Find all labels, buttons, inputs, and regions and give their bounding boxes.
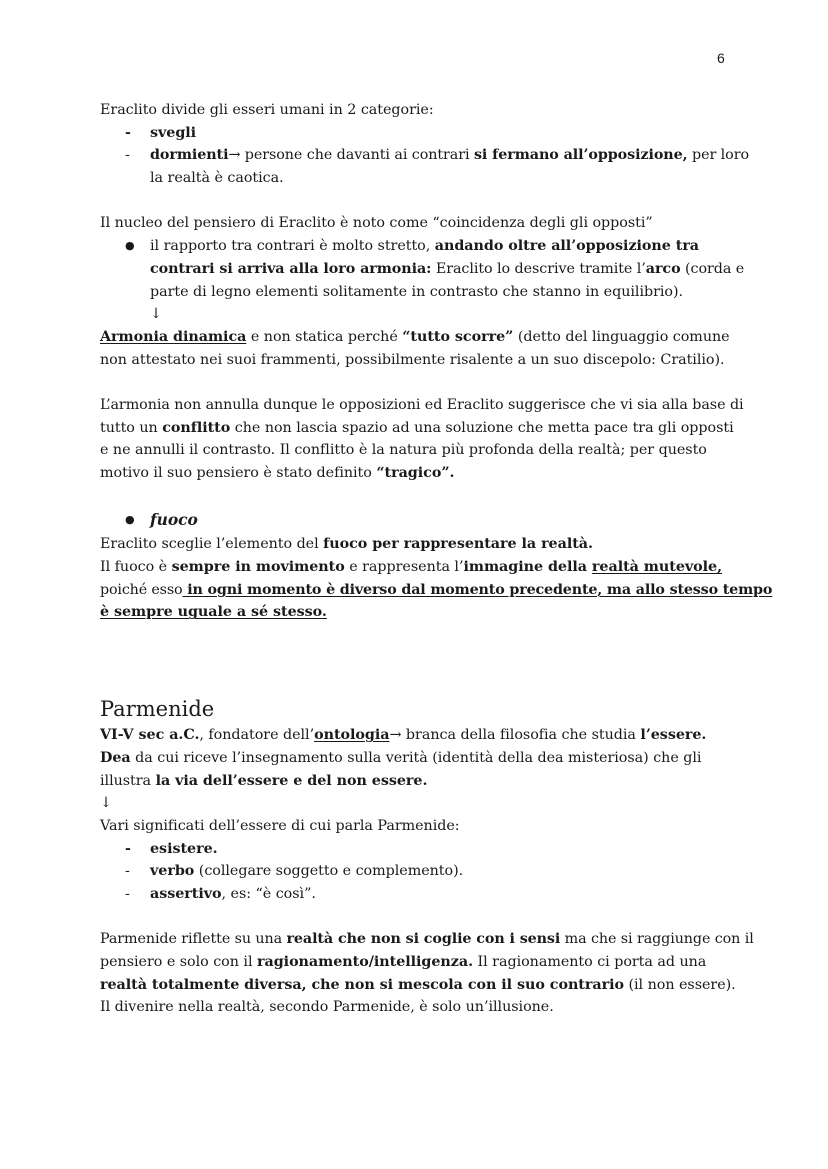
bold-text: arco xyxy=(645,260,681,277)
paragraph-line xyxy=(100,928,754,951)
text: il rapporto tra contrari è molto stretto, xyxy=(150,238,435,255)
text: motivo il suo pensiero è stato definito xyxy=(100,465,377,481)
bold-text: fuoco per rappresentare la realtà. xyxy=(323,536,593,553)
term-dormienti: dormienti xyxy=(150,147,229,164)
text: ma che si raggiunge con il xyxy=(560,931,754,948)
page-number: 6 xyxy=(717,50,725,66)
text: tutto un xyxy=(100,419,163,436)
text: Eraclito sceglie l’elemento del xyxy=(100,536,324,553)
paragraph-line xyxy=(100,770,740,793)
list-item xyxy=(100,860,740,883)
paragraph-line xyxy=(100,747,740,770)
bold-text: VI-V sec a.C. xyxy=(100,727,200,744)
term-svegli: svegli xyxy=(150,124,197,141)
paragraph-line xyxy=(100,462,740,485)
list-item xyxy=(100,838,740,861)
list-item-continuation xyxy=(100,258,745,281)
paragraph-line xyxy=(100,417,740,440)
paragraph-line: non attestato nei suoi frammenti, possibilmente risalente a un suo discepolo: Cratilio). xyxy=(100,351,725,368)
text: (collegare soggetto e complemento). xyxy=(194,863,464,880)
text: (corda e xyxy=(680,260,745,277)
bold-text: sempre in movimento xyxy=(171,559,345,576)
bold-text: “tutto scorre” xyxy=(402,328,514,345)
bold-underlined-text: è sempre uguale a sé stesso. xyxy=(100,604,327,621)
paragraph-line: Vari significati dell’essere di cui parla Parmenide: xyxy=(100,817,460,834)
list-item xyxy=(100,235,740,258)
text: (il non essere). xyxy=(623,976,736,993)
bold-text: realtà totalmente diversa, che non si mescola con il suo contrario xyxy=(100,976,624,993)
dash-marker: - xyxy=(125,147,130,164)
paragraph-nucleo: Il nucleo del pensiero di Eraclito è noto come “coincidenza degli gli opposti” xyxy=(100,215,653,232)
paragraph-line xyxy=(100,601,740,624)
text: persone che davanti ai contrari xyxy=(240,147,474,164)
text: pensiero e solo con il xyxy=(100,954,257,970)
text: che non lascia spazio ad una soluzione che metta pace tra gli opposti xyxy=(230,419,734,436)
bullet-marker: ● xyxy=(125,239,135,253)
paragraph-line: e ne annulli il contrasto. Il conflitto è la natura più profonda della realtà; per questo xyxy=(100,442,707,459)
text: , es: “è così”. xyxy=(221,885,316,902)
dash-marker: - xyxy=(125,885,130,902)
bold-text: si fermano all’opposizione, xyxy=(473,147,688,164)
text: (detto del linguaggio comune xyxy=(513,328,730,345)
text: poiché esso xyxy=(100,581,183,598)
bold-text: immagine della xyxy=(463,559,592,576)
text: per loro xyxy=(687,147,749,164)
bullet-marker: ● xyxy=(125,513,135,527)
list-item xyxy=(100,144,749,167)
bold-text: l’essere. xyxy=(640,727,707,744)
paragraph-line xyxy=(100,974,740,997)
list-item-continuation: parte di legno elementi solitamente in contrasto che stanno in equilibrio). xyxy=(150,283,684,300)
paragraph-line xyxy=(100,951,740,974)
bold-text: la via dell’essere e del non essere. xyxy=(155,772,428,789)
bold-text: esistere. xyxy=(150,840,218,857)
bold-text: Dea xyxy=(100,749,131,766)
bold-underlined-text: ontologia xyxy=(314,727,390,744)
bold-text: conflitto xyxy=(162,419,231,436)
dash-marker: - xyxy=(125,863,130,880)
paragraph-line xyxy=(100,533,740,556)
bold-text: realtà che non si coglie con i sensi xyxy=(286,931,561,948)
list-item-fuoco xyxy=(100,507,740,533)
bold-text: assertivo xyxy=(150,885,222,902)
down-arrow-icon: ↓ xyxy=(100,795,112,812)
section-title-parmenide: Parmenide xyxy=(100,697,215,722)
list-item xyxy=(100,122,740,145)
text: illustra xyxy=(100,772,156,789)
bold-underlined-text: in ogni momento è diverso dal momento precedente, ma allo stesso tempo xyxy=(182,581,773,598)
text: Eraclito lo descrive tramite l’ xyxy=(431,260,646,277)
arrow-icon: → xyxy=(389,727,402,744)
text: Il ragionamento ci porta ad una xyxy=(473,954,707,970)
bold-text: verbo xyxy=(150,863,195,880)
arrow-icon: → xyxy=(228,147,241,164)
text: e non statica perché xyxy=(246,328,403,345)
dash-marker: - xyxy=(125,840,131,857)
paragraph-line: Il divenire nella realtà, secondo Parmenide, è solo un’illusione. xyxy=(100,999,554,1016)
paragraph-armonia xyxy=(100,326,740,349)
list-item xyxy=(100,883,740,906)
section-subtitle: fuoco xyxy=(150,510,198,530)
text: da cui riceve l’insegnamento sulla verità (identità della dea misteriosa) che gli xyxy=(130,749,702,766)
dash-marker: - xyxy=(125,124,131,141)
document-body xyxy=(100,99,773,1019)
text: Il fuoco è xyxy=(100,559,172,576)
paragraph-line: L’armonia non annulla dunque le opposizioni ed Eraclito suggerisce che vi sia alla base di xyxy=(100,396,744,413)
bold-text: contrari si arriva alla loro armonia: xyxy=(150,260,432,277)
bold-underlined-text: Armonia dinamica xyxy=(100,328,247,345)
text: , fondatore dell’ xyxy=(199,727,315,744)
bold-text: “tragico”. xyxy=(376,465,455,481)
down-arrow-icon: ↓ xyxy=(150,306,162,323)
paragraph-line xyxy=(100,724,740,747)
paragraph-line xyxy=(100,556,740,579)
bold-underlined-text: realtà mutevole, xyxy=(591,559,723,576)
bold-text: ragionamento/intelligenza. xyxy=(257,954,474,970)
bold-text: andando oltre all’opposizione tra xyxy=(434,238,700,255)
text: Parmenide riflette su una xyxy=(100,931,287,948)
text: e rappresenta l’ xyxy=(344,559,464,576)
paragraph-line xyxy=(100,579,773,602)
eraclito-intro: Eraclito divide gli esseri umani in 2 categorie: xyxy=(100,102,434,118)
list-item-continuation: la realtà è caotica. xyxy=(150,170,284,187)
text: branca della filosofia che studia xyxy=(401,727,641,744)
